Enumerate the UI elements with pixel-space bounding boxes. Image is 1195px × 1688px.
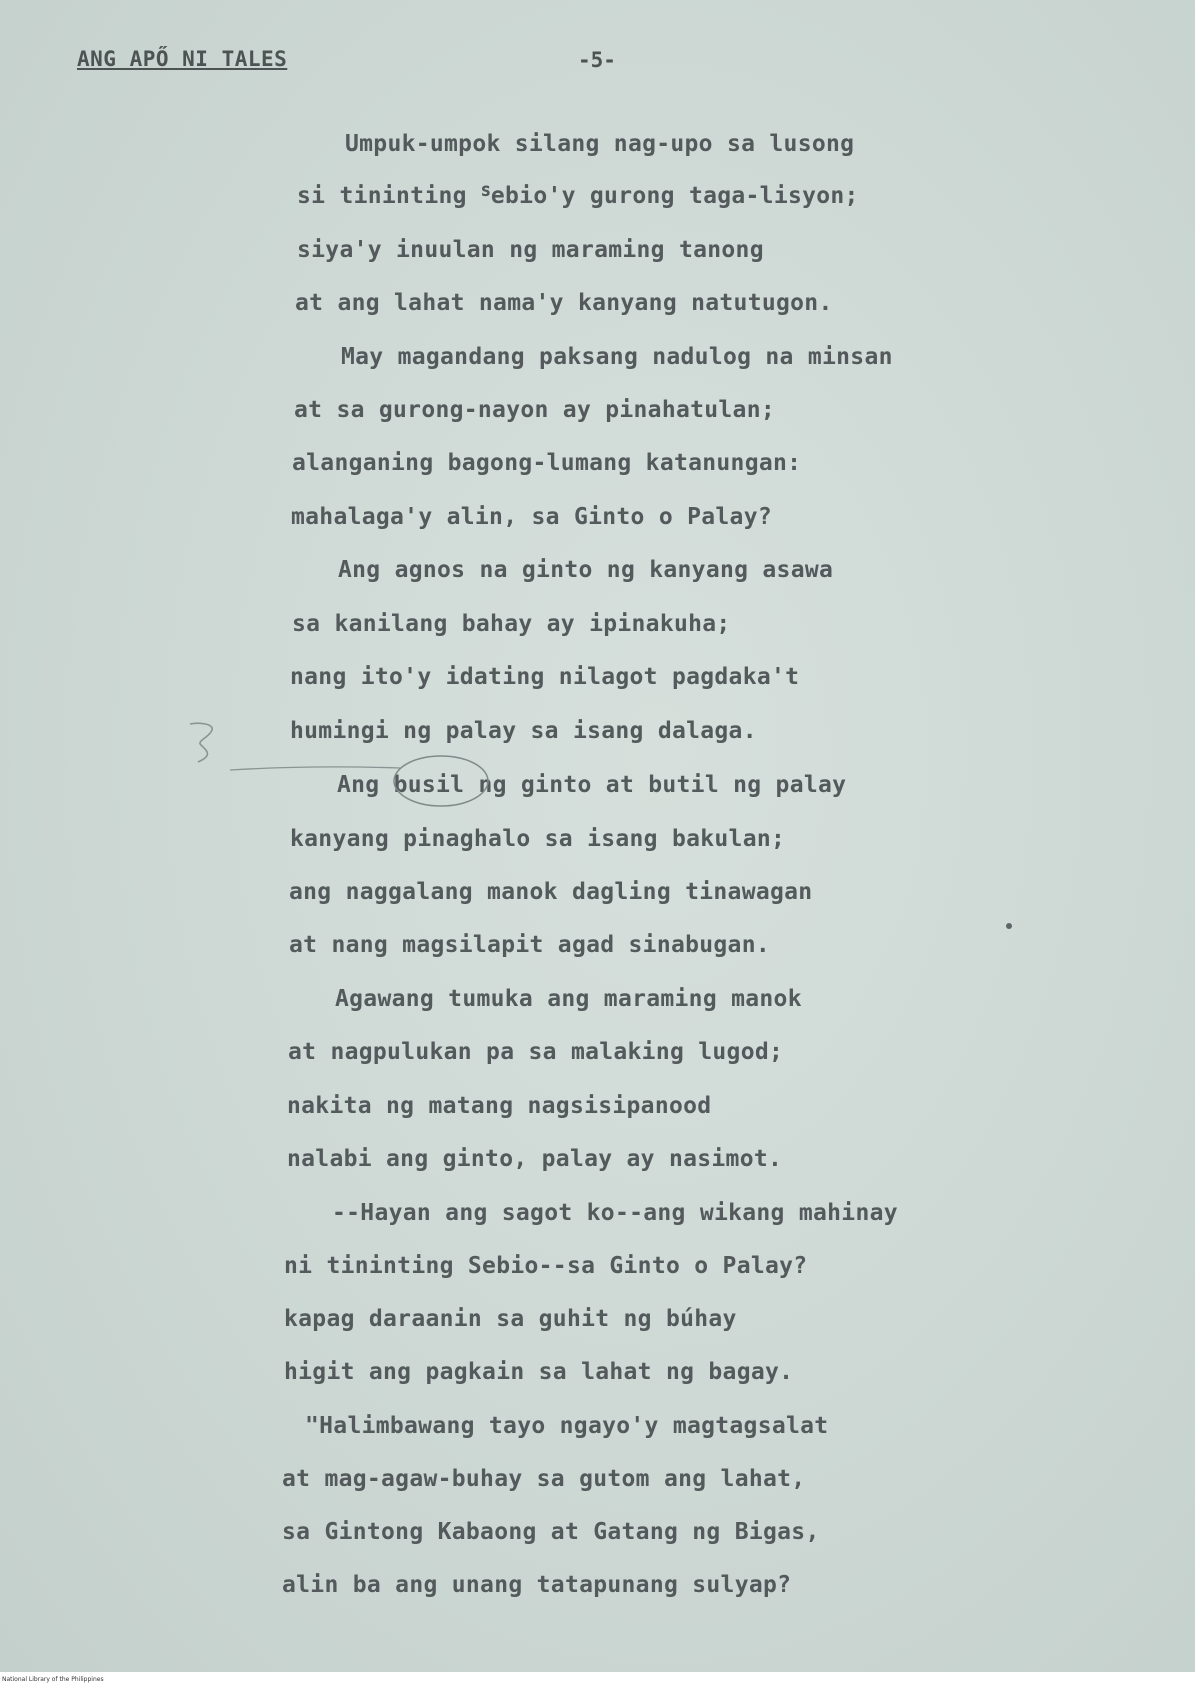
poem-line: ang naggalang manok dagling tinawagan — [289, 879, 813, 905]
poem-line: kapag daraanin sa guhit ng búhay — [284, 1306, 737, 1332]
poem-line: siya'y inuulan ng maraming tanong — [297, 237, 764, 263]
header-title: ANG APŐ NI TALES — [77, 47, 288, 71]
pencil-squiggle-mark — [190, 723, 212, 762]
page-number: -5- — [578, 48, 616, 72]
poem-line: at ang lahat nama'y kanyang natutugon. — [295, 290, 833, 316]
poem-line: sa Gintong Kabaong at Gatang ng Bigas, — [282, 1519, 820, 1545]
poem-line: kanyang pinaghalo sa isang bakulan; — [290, 826, 786, 852]
pencil-margin-line — [230, 767, 400, 770]
poem-line: nalabi ang ginto, palay ay nasimot. — [287, 1146, 783, 1172]
poem-line: nang ito'y idating nilagot pagdaka't — [290, 664, 800, 690]
pencil-circle-mark — [394, 756, 488, 806]
poem-line: higit ang pagkain sa lahat ng bagay. — [284, 1359, 794, 1385]
poem-line: at nagpulukan pa sa malaking lugod; — [288, 1039, 784, 1065]
poem-line: Ang busil ng ginto at butil ng palay — [337, 772, 847, 798]
poem-line: ni tininting Sebio--sa Ginto o Palay? — [284, 1253, 808, 1279]
poem-line: si tininting ᔆebio'y gurong taga-lisyon; — [297, 183, 859, 209]
poem-line: Agawang tumuka ang maraming manok — [335, 986, 802, 1012]
poem-line: at nang magsilapit agad sinabugan. — [289, 932, 771, 958]
poem-line: May magandang paksang nadulog na minsan — [341, 344, 893, 370]
poem-line: alanganing bagong-lumang katanungan: — [292, 450, 802, 476]
poem-line: Ang agnos na ginto ng kanyang asawa — [338, 557, 834, 583]
poem-line: --Hayan ang sagot ko--ang wikang mahinay — [332, 1200, 898, 1226]
poem-line: alin ba ang unang tatapunang sulyap? — [282, 1572, 792, 1598]
poem-line: "Halimbawang tayo ngayo'y magtagsalat — [305, 1413, 829, 1439]
ink-dot — [1006, 923, 1012, 929]
poem-line: sa kanilang bahay ay ipinakuha; — [292, 611, 731, 637]
poem-line: at sa gurong-nayon ay pinahatulan; — [294, 397, 776, 423]
poem-line: humingi ng palay sa isang dalaga. — [290, 718, 757, 744]
poem-line: Umpuk-umpok silang nag-upo sa lusong — [345, 131, 855, 157]
footer-credit: National Library of the Philippines — [2, 1676, 104, 1683]
poem-line: at mag-agaw-buhay sa gutom ang lahat, — [282, 1466, 806, 1492]
poem-line: mahalaga'y alin, sa Ginto o Palay? — [291, 504, 773, 530]
poem-line: nakita ng matang nagsisipanood — [287, 1093, 712, 1119]
